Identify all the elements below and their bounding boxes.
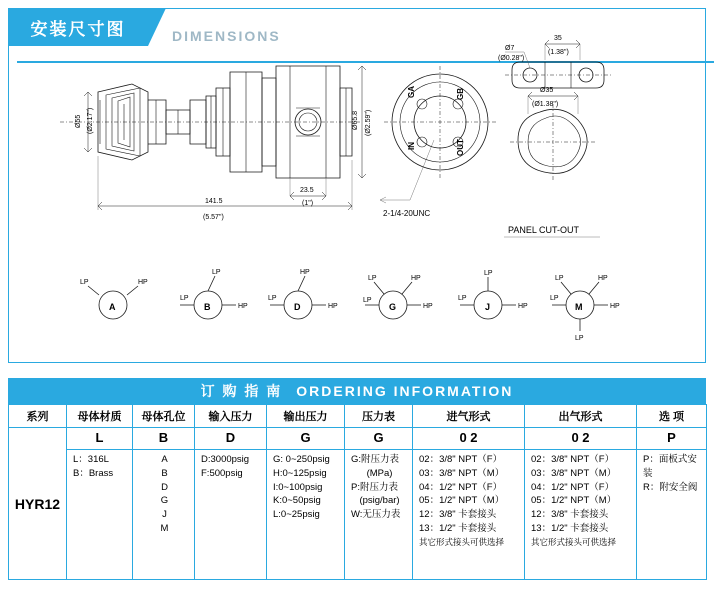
svg-text:HP: HP (238, 303, 248, 310)
label-len1415-inch: (5.57") (203, 214, 224, 221)
ordering-table (8, 404, 707, 580)
col-options: 选 项 (637, 405, 707, 428)
svg-text:LP: LP (180, 295, 189, 302)
port-config-G (363, 275, 433, 319)
col-gauge: 压力表 (345, 405, 413, 428)
svg-text:J: J (485, 302, 491, 312)
code-outlet-pressure: G (267, 428, 345, 450)
svg-text:HP: HP (518, 303, 528, 310)
svg-text:LP: LP (458, 295, 467, 302)
svg-text:HP: HP (411, 275, 421, 282)
code-gauge: G (345, 428, 413, 450)
dimensions-title-en: DIMENSIONS (172, 28, 281, 44)
svg-text:LP: LP (80, 279, 89, 286)
desc-inlet-pressure: D:3000psig F:500psig (195, 450, 267, 580)
ordering-header-cn: 订 购 指 南 (200, 383, 283, 399)
label-dia35-inch: (Ø1.38") (532, 101, 559, 108)
svg-text:HP: HP (138, 279, 148, 286)
svg-text:HP: HP (423, 303, 433, 310)
port-config-M (550, 275, 620, 342)
svg-text:G: G (389, 302, 397, 312)
cell-series-code: HYR12 (9, 428, 67, 580)
port-config-D (268, 269, 338, 319)
label-len235: 23.5 (300, 187, 314, 194)
svg-text:LP: LP (575, 335, 584, 342)
svg-text:HP: HP (598, 275, 608, 282)
ordering-information-section (8, 378, 706, 580)
svg-text:LP: LP (212, 269, 221, 276)
label-w35: 35 (554, 35, 562, 42)
port-label-gb: GB (456, 88, 465, 100)
code-inlet-type: 0 2 (413, 428, 525, 450)
label-dia55-inch: (Ø2.17") (87, 107, 94, 134)
svg-text:HP: HP (610, 303, 620, 310)
table-row-descriptions (9, 450, 707, 580)
svg-text:LP: LP (550, 295, 559, 302)
svg-text:LP: LP (363, 297, 372, 304)
svg-text:D: D (294, 302, 301, 312)
svg-text:HP: HP (300, 269, 310, 276)
svg-text:A: A (109, 302, 116, 312)
svg-text:B: B (204, 302, 211, 312)
label-dia7-inch: (Ø0.28") (498, 55, 525, 62)
col-inlet-pressure: 输入压力 (195, 405, 267, 428)
desc-outlet-type: 02：3/8" NPT（F） 03：3/8" NPT（M） 04：1/2" NPT（F） 05：1/2" NPT（M） 12：3/8" 卡套接头 13：1/2" 卡套接头 其它形式接头可供选择 (525, 450, 637, 580)
svg-text:LP: LP (555, 275, 564, 282)
col-inlet-type: 进气形式 (413, 405, 525, 428)
svg-text:LP: LP (268, 295, 277, 302)
label-w35-inch: (1.38") (548, 49, 569, 56)
desc-body-port: A B D G J M (133, 450, 195, 580)
port-label-ga: GA (407, 86, 416, 98)
port-config-A (80, 279, 148, 319)
col-body-material: 母体材质 (67, 405, 133, 428)
ordering-header-en: ORDERING INFORMATION (296, 383, 514, 399)
label-thread: 2-1/4-20UNC (383, 209, 431, 218)
col-series: 系列 (9, 405, 67, 428)
port-label-in: IN (407, 142, 416, 150)
label-panel-cutout: PANEL CUT-OUT (508, 225, 580, 235)
col-outlet-type: 出气形式 (525, 405, 637, 428)
port-config-B (180, 269, 248, 319)
desc-inlet-type: 02：3/8" NPT（F） 03：3/8" NPT（M） 04：1/2" NPT（F） 05：1/2" NPT（M） 12：3/8" 卡套接头 13：1/2" 卡套接头 其它形式接头可供选择 (413, 450, 525, 580)
code-outlet-type: 0 2 (525, 428, 637, 450)
code-inlet-pressure: D (195, 428, 267, 450)
svg-text:HP: HP (328, 303, 338, 310)
label-len1415: 141.5 (205, 198, 223, 205)
table-header-row (9, 405, 707, 428)
desc-options: P：面板式安装 R：附安全阀 (637, 450, 707, 580)
label-len235-inch: (1") (302, 200, 314, 207)
desc-outlet-pressure: G: 0~250psig H:0~125psig I:0~100psig K:0~50psig L:0~25psig (267, 450, 345, 580)
code-options: P (637, 428, 707, 450)
code-body-port: B (133, 428, 195, 450)
label-dia35: Ø35 (540, 87, 554, 94)
dimensions-title-cn: 安装尺寸图 (30, 19, 126, 39)
label-dia55: Ø55 (75, 114, 82, 128)
port-config-J (458, 270, 528, 319)
table-row-codes (9, 428, 707, 450)
ordering-header (8, 378, 706, 404)
svg-text:LP: LP (368, 275, 377, 282)
col-body-port: 母体孔位 (133, 405, 195, 428)
label-dia658: Ø65.8 (352, 110, 359, 130)
port-label-out: OUT (456, 139, 465, 156)
desc-body-material: L：316L B：Brass (67, 450, 133, 580)
col-outlet-pressure: 输出压力 (267, 405, 345, 428)
desc-gauge: G:附压力表 (MPa) P:附压力表 (psig/bar) W:无压力表 (345, 450, 413, 580)
svg-text:M: M (575, 302, 583, 312)
label-dia7: Ø7 (505, 45, 515, 52)
svg-text:LP: LP (484, 270, 493, 277)
label-dia658-inch: (Ø2.59") (365, 109, 372, 136)
code-body-material: L (67, 428, 133, 450)
